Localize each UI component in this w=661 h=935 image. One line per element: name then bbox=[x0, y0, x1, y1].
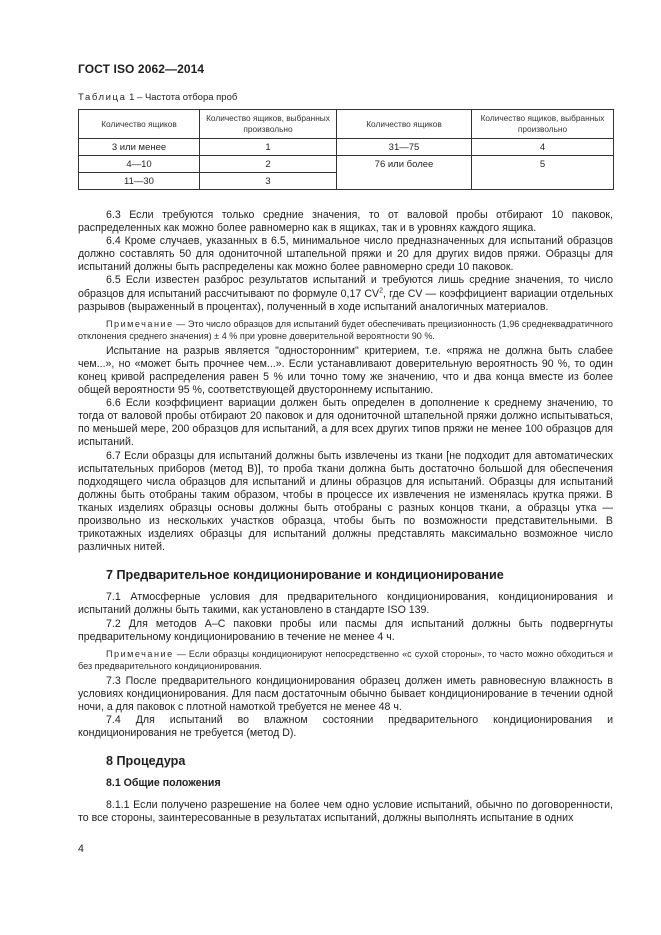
table-cell: 4—10 bbox=[79, 156, 200, 173]
note-label: Примечание bbox=[106, 318, 174, 329]
table-cell: 11—30 bbox=[79, 173, 200, 190]
paragraph-6-6: 6.6 Если коэффициент вариации должен быть определен в дополнение к среднему значению, то тогда от валовой пробы отбирают 20 паковок и для одониточной штапельной пряжи должно испытываться, по меньшей мере, 200 образцов для испытаний, а для всех других типов пряжи не менее 100 образцов для испытаний. bbox=[78, 397, 613, 449]
section-8-heading: 8 Процедура bbox=[106, 754, 186, 769]
table-header-cell: Количество ящиков, выбранных произвольно bbox=[200, 110, 337, 139]
table-cell: 3 или менее bbox=[79, 139, 200, 156]
paragraph-6-5-part-a: 6.5 Если известен разброс результатов испытаний и требуются лишь средние значения, то число образцов для испытаний рассчитывают по формуле 0,17 CV bbox=[78, 274, 613, 300]
note-text: — Это число образцов для испытаний будет обеспечивать прецизионность (1,96 среднеквадратичного отклонения среднего значения) ± 4 % при уровне доверительной вероятности 90 %. bbox=[78, 318, 613, 341]
paragraph-7-1: 7.1 Атмосферные условия для предварительного кондиционирования, кондиционирования и испытаний должны быть такими, как установлено в стандарте ISO 139. bbox=[78, 591, 613, 617]
page-number: 4 bbox=[78, 843, 84, 855]
section-8-1-heading: 8.1 Общие положения bbox=[106, 777, 221, 790]
table-cell: 76 или более bbox=[337, 156, 472, 190]
table-cell: 31—75 bbox=[337, 139, 472, 156]
table-header-row bbox=[79, 110, 614, 139]
note-label: Примечание bbox=[106, 648, 174, 659]
table-row bbox=[79, 139, 614, 156]
table-header-cell: Количество ящиков, выбранных произвольно bbox=[472, 110, 614, 139]
paragraph-break-test: Испытание на разрыв является "односторонним" критерием, т.е. «пряжа не должна быть слабее чем...», но «может быть прочнее чем...». Если устанавливают доверительную вероятность 90 %, то один конец кривой распределения равен 5 % или точно тому же значению, что и два конца вместе из более общей вероятности 95 %, соответствующей двустороннему испытанию. bbox=[78, 344, 613, 397]
paragraph-6-3: 6.3 Если требуются только средние значения, то от валовой пробы отбирают 10 паковок, распределенных как можно более равномерно как в ящиках, так и в уровнях каждого ящика. bbox=[78, 209, 613, 235]
paragraph-6-4: 6.4 Кроме случаев, указанных в 6.5, минимальное число предназначенных для испытаний образцов должно составлять 50 для одониточной штапельной пряжи и 20 для других видов пряжи. Образцы для испытаний должны быть распределены как можно более равномерно среди 10 паковок. bbox=[78, 235, 613, 274]
table-caption-label: Таблица bbox=[78, 92, 127, 103]
section-7-heading: 7 Предварительное кондиционирование и кондиционирование bbox=[106, 568, 504, 583]
formula-exponent: 2 bbox=[379, 287, 384, 295]
paragraph-7-2: 7.2 Для методов А–С паковки пробы или пасмы для испытаний должны быть подвергнуты предварительному кондиционированию в течение не менее 4 ч. bbox=[78, 617, 613, 643]
table-cell: 1 bbox=[200, 139, 337, 156]
table-caption-text: 1 – Частота отбора проб bbox=[126, 92, 238, 103]
note-text: — Если образцы кондиционируют непосредственно «с сухой стороны», то часто можно обходиться и без предварительного кондиционирования. bbox=[78, 648, 613, 671]
paragraph-7-3: 7.3 После предварительного кондиционирования образец должен иметь равновесную влажность в условиях кондиционирования. Для пасм достаточным обычно бывает кондиционирование в течении одной ночи, а для паковок с плотной намоткой требуется не менее 48 ч. bbox=[78, 674, 613, 713]
paragraph-6-5 bbox=[78, 274, 613, 313]
table-cell: 5 bbox=[472, 156, 614, 190]
table-cell: 2 bbox=[200, 156, 337, 173]
document-body bbox=[78, 209, 613, 826]
table-cell: 3 bbox=[200, 173, 337, 190]
paragraph-7-4: 7.4 Для испытаний во влажном состоянии предварительного кондиционирования и кондиционирования не требуется (метод D). bbox=[78, 714, 613, 740]
note-2 bbox=[78, 648, 613, 672]
document-header: ГОСТ ISO 2062—2014 bbox=[78, 62, 205, 76]
paragraph-6-7: 6.7 Если образцы для испытаний должны быть извлечены из ткани [не подходит для автоматических испытательных приборов (метод B)], то проба ткани должна быть достаточно большой для обеспечения подходящего числа образцов для испытаний и длины образцов для испытаний. Образцы для испытаний должны быть отобраны таким образом, чтобы в процессе их извлечения не изменялась крутка пряжи. В тканых изделиях образцы основы должны быть отобраны с разных концов ткани, а образцы утка — произвольно из нескольких участков образца, чтобы быть по возможности представительными. В трикотажных изделиях образцы для испытаний должны представлять максимально возможное число различных нитей. bbox=[78, 449, 613, 554]
table-header-cell: Количество ящиков bbox=[79, 110, 200, 139]
table-cell: 4 bbox=[472, 139, 614, 156]
paragraph-6-5-part-b: , где CV — коэффициент вариации отдельных разрывов (выраженный в процентах), полученный в ходе испытаний аналогичных материалов. bbox=[78, 287, 614, 313]
table-row bbox=[79, 156, 614, 173]
table-caption bbox=[78, 92, 237, 103]
paragraph-8-1-1: 8.1.1 Если получено разрешение на более чем одно условие испытаний, обычно по договоренности, то все стороны, заинтересованные в результатах испытаний, должны выполнять испытание в одних bbox=[78, 799, 613, 825]
note-1 bbox=[78, 318, 613, 342]
sampling-frequency-table bbox=[78, 109, 614, 190]
table-header-cell: Количество ящиков bbox=[337, 110, 472, 139]
